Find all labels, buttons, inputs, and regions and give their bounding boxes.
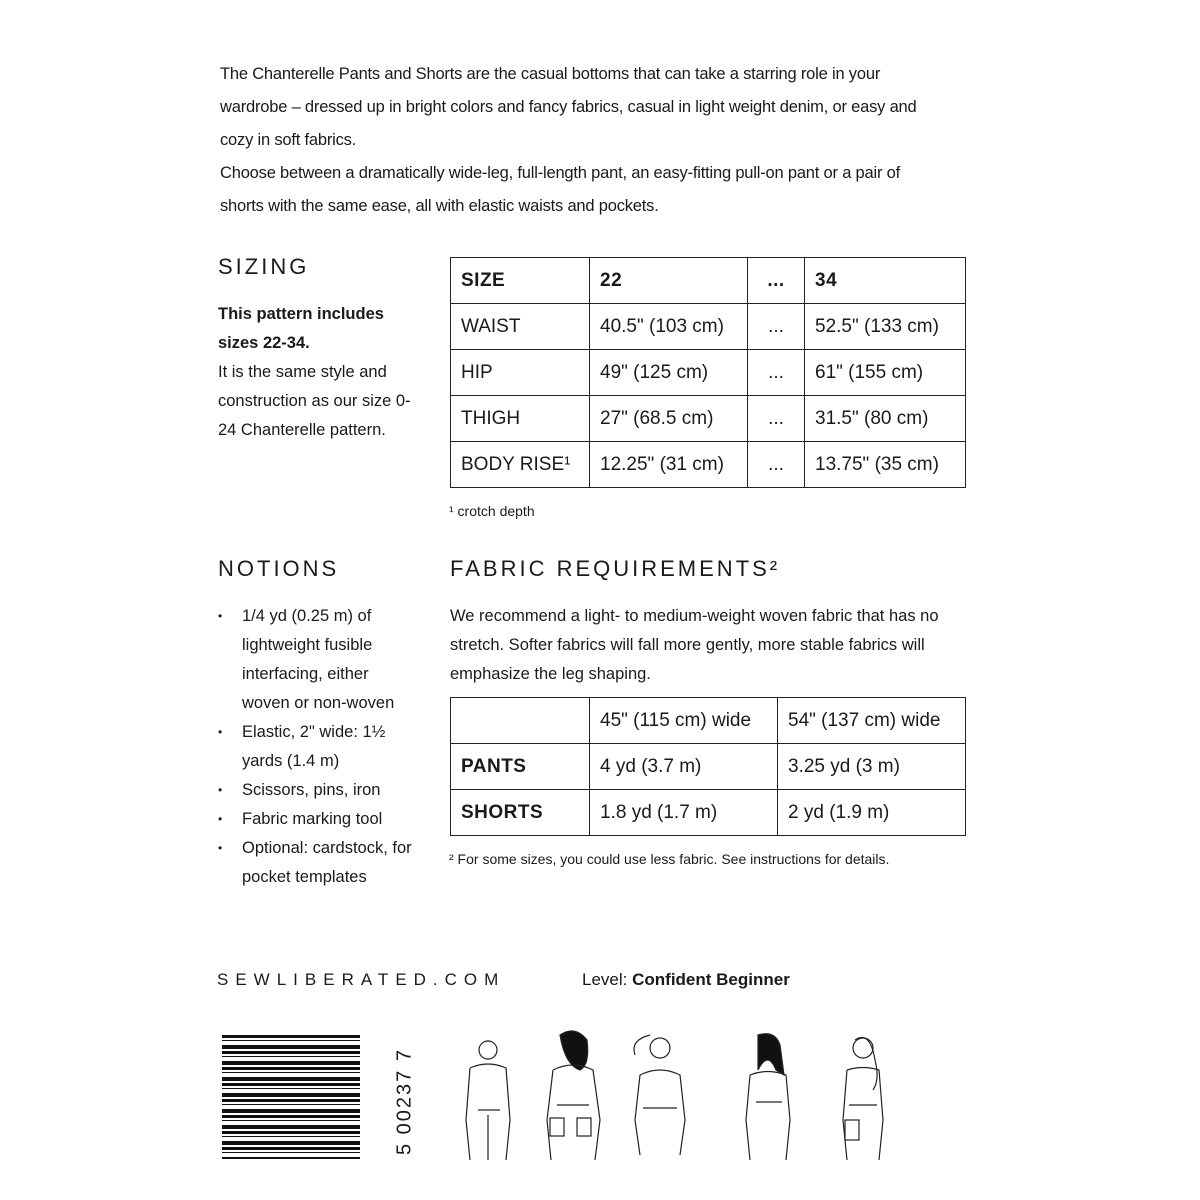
list-item: • Scissors, pins, iron bbox=[218, 776, 418, 805]
table-header-row bbox=[451, 698, 966, 744]
table-row bbox=[451, 396, 966, 442]
fabric-text: We recommend a light- to medium-weight woven fabric that has no stretch. Softer fabrics will fall more gently, more stable fabrics will emphasize the leg shaping. bbox=[450, 607, 939, 683]
figure-illustration bbox=[843, 1038, 883, 1161]
website: SEWLIBERATED.COM bbox=[217, 970, 506, 989]
table-cell: 40.5" (103 cm) bbox=[590, 304, 748, 350]
table-cell: SHORTS bbox=[451, 790, 590, 836]
table-cell: ... bbox=[748, 396, 805, 442]
intro-paragraph: The Chanterelle Pants and Shorts are the casual bottoms that can take a starring role in your wardrobe – dressed up in bright colors and fancy fabrics, casual in light weight denim, or easy and cozy in soft fabrics. bbox=[220, 65, 917, 149]
table-cell: 31.5" (80 cm) bbox=[805, 396, 966, 442]
table-cell: 1.8 yd (1.7 m) bbox=[590, 790, 778, 836]
table-cell: 22 bbox=[590, 258, 748, 304]
barcode bbox=[222, 1035, 360, 1159]
level-value: Confident Beginner bbox=[632, 970, 790, 989]
list-item: • Elastic, 2" wide: 1½ yards (1.4 m) bbox=[218, 718, 418, 776]
sizing-description bbox=[218, 300, 428, 445]
table-row bbox=[451, 350, 966, 396]
table-cell bbox=[451, 698, 590, 744]
sizing-desc: It is the same style and construction as our size 0-24 Chanterelle pattern. bbox=[218, 363, 411, 439]
model-illustrations bbox=[455, 1030, 975, 1160]
table-cell: 13.75" (35 cm) bbox=[805, 442, 966, 488]
table-cell: 3.25 yd (3 m) bbox=[778, 744, 966, 790]
table-cell: 54" (137 cm) wide bbox=[778, 698, 966, 744]
table-cell: 61" (155 cm) bbox=[805, 350, 966, 396]
intro-paragraph: Choose between a dramatically wide-leg, full-length pant, an easy-fitting pull-on pant or a pair of shorts with the same ease, all with elastic waists and pockets. bbox=[220, 164, 901, 215]
list-item: • Fabric marking tool bbox=[218, 805, 418, 834]
table-cell: ... bbox=[748, 442, 805, 488]
table-header-row bbox=[451, 258, 966, 304]
fabric-table bbox=[450, 697, 966, 836]
table-cell: THIGH bbox=[451, 396, 590, 442]
fabric-heading: FABRIC REQUIREMENTS² bbox=[450, 556, 781, 581]
sizing-heading: SIZING bbox=[218, 254, 310, 279]
table-row bbox=[451, 304, 966, 350]
list-item: • 1/4 yd (0.25 m) of lightweight fusible interfacing, either woven or non-woven bbox=[218, 602, 418, 718]
table-cell: 4 yd (3.7 m) bbox=[590, 744, 778, 790]
table-row bbox=[451, 744, 966, 790]
size-table bbox=[450, 257, 966, 488]
sizing-footnote: ¹ crotch depth bbox=[449, 503, 535, 519]
table-cell: 2 yd (1.9 m) bbox=[778, 790, 966, 836]
figure-illustration bbox=[634, 1035, 685, 1155]
table-cell: ... bbox=[748, 304, 805, 350]
list-item: • Optional: cardstock, for pocket templates bbox=[218, 834, 418, 892]
table-cell: SIZE bbox=[451, 258, 590, 304]
table-cell: ... bbox=[748, 350, 805, 396]
table-cell: HIP bbox=[451, 350, 590, 396]
table-cell: ... bbox=[748, 258, 805, 304]
skill-level bbox=[582, 970, 790, 990]
figure-illustration bbox=[466, 1041, 510, 1160]
barcode-digits: 5 00237 7 bbox=[393, 1048, 416, 1155]
table-row bbox=[451, 790, 966, 836]
fabric-footnote: ² For some sizes, you could use less fabric. See instructions for details. bbox=[449, 851, 890, 867]
table-cell: 49" (125 cm) bbox=[590, 350, 748, 396]
level-label: Level: bbox=[582, 970, 628, 989]
table-cell: WAIST bbox=[451, 304, 590, 350]
table-cell: BODY RISE¹ bbox=[451, 442, 590, 488]
intro-text bbox=[220, 58, 940, 223]
table-cell: 27" (68.5 cm) bbox=[590, 396, 748, 442]
table-cell: 45" (115 cm) wide bbox=[590, 698, 778, 744]
table-cell: 34 bbox=[805, 258, 966, 304]
table-cell: PANTS bbox=[451, 744, 590, 790]
notions-heading: NOTIONS bbox=[218, 556, 340, 581]
table-cell: 52.5" (133 cm) bbox=[805, 304, 966, 350]
table-row bbox=[451, 442, 966, 488]
table-cell: 12.25" (31 cm) bbox=[590, 442, 748, 488]
notions-list bbox=[218, 602, 418, 892]
figure-illustration bbox=[547, 1031, 600, 1160]
figure-illustration bbox=[746, 1034, 790, 1160]
sizing-includes: This pattern includes sizes 22-34. bbox=[218, 305, 384, 352]
